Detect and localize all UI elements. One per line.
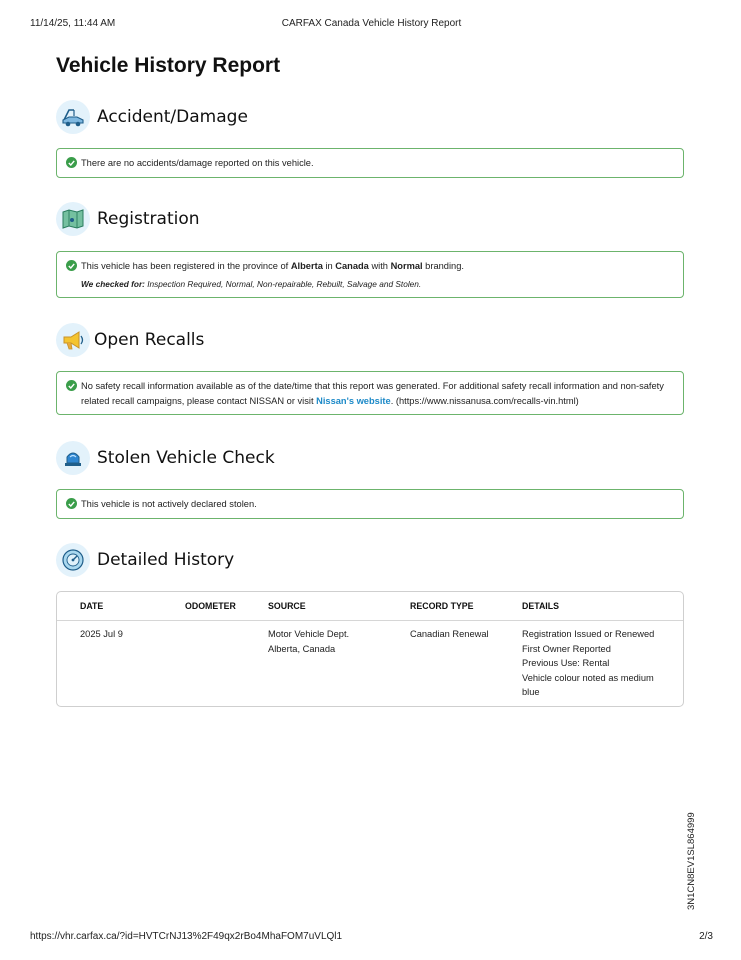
history-section-header (56, 542, 234, 578)
history-table (56, 591, 684, 707)
checked-for-values: Inspection Required, Normal, Non-repairable, Rebuilt, Salvage and Stolen. (144, 279, 422, 289)
print-url: https://vhr.carfax.ca/?id=HVTCrNJ13%2F49qx2rBo4MhaFOM7uVLQl1 (30, 931, 343, 942)
accident-status-box (56, 148, 684, 178)
detail-line: blue (522, 687, 540, 697)
cell-record-type: Canadian Renewal (410, 629, 489, 639)
history-section-title: Detailed History (97, 550, 235, 570)
registration-province: Alberta (290, 261, 323, 271)
stolen-section-header (56, 440, 275, 476)
page-title: Vehicle History Report (56, 54, 281, 77)
stolen-section-title: Stolen Vehicle Check (97, 448, 275, 468)
detail-line: First Owner Reported (522, 643, 611, 654)
accident-status-text: There are no accidents/damage reported on this vehicle. (81, 158, 314, 168)
registration-branding: Normal (390, 261, 423, 271)
source-line: Motor Vehicle Dept. (268, 629, 350, 639)
megaphone-icon (56, 323, 90, 357)
registration-text-in: in (322, 261, 336, 271)
check-icon (66, 260, 77, 271)
map-icon (56, 202, 90, 236)
registration-text-suffix: branding. (422, 261, 464, 271)
registration-status-text (81, 259, 671, 274)
column-header-date: DATE (80, 601, 104, 611)
cell-details (522, 627, 654, 700)
registration-text-prefix: This vehicle has been registered in the province of (81, 261, 291, 271)
print-timestamp: 11/14/25, 11:44 AM (30, 18, 116, 29)
recalls-text-suffix: . (https://www.nissanusa.com/recalls-vin.html) (390, 396, 579, 406)
tow-truck-icon (56, 100, 90, 134)
cell-source (268, 627, 349, 656)
registration-country: Canada (335, 261, 369, 271)
cell-date: 2025 Jul 9 (80, 629, 123, 639)
recalls-status-box (56, 371, 684, 415)
column-header-details: DETAILS (522, 601, 559, 611)
check-icon (66, 380, 77, 391)
page-number: 2/3 (699, 931, 713, 942)
recalls-section-header (56, 322, 204, 358)
print-header (30, 18, 713, 32)
source-line: Alberta, Canada (268, 643, 336, 654)
print-document-title: CARFAX Canada Vehicle History Report (281, 18, 462, 29)
column-header-source: SOURCE (268, 601, 306, 611)
recalls-section-title: Open Recalls (94, 330, 205, 350)
registration-section-header (56, 201, 200, 237)
stolen-status-text: This vehicle is not actively declared stolen. (81, 499, 257, 509)
detail-line: Previous Use: Rental (522, 658, 610, 668)
check-icon (66, 498, 77, 509)
stolen-status-box (56, 489, 684, 519)
nissan-website-link[interactable]: Nissan's website (316, 396, 391, 406)
registration-status-box (56, 251, 684, 298)
detail-line: Vehicle colour noted as medium (522, 672, 654, 683)
check-icon (66, 157, 77, 168)
column-header-odometer: ODOMETER (185, 601, 236, 611)
odometer-icon (56, 543, 90, 577)
recalls-status-text (81, 379, 671, 409)
registration-text-with: with (368, 261, 391, 271)
recalls-text-prefix: No safety recall information available as of the date/time that this report was generated. For additional safety recall information and non-safety related recall campaigns, please contact NISSAN or visit (81, 381, 664, 406)
police-siren-icon (56, 441, 90, 475)
registration-section-title: Registration (97, 209, 200, 229)
checked-for-label: We checked for: (81, 279, 145, 289)
vin-text: 3N1CN8EV1SL864999 (686, 812, 697, 910)
accident-section-title: Accident/Damage (97, 107, 248, 127)
table-header-divider (57, 620, 683, 621)
detail-line: Registration Issued or Renewed (522, 629, 655, 639)
registration-checked-line (81, 278, 671, 291)
column-header-record-type: RECORD TYPE (410, 601, 474, 611)
accident-section-header (56, 99, 248, 135)
